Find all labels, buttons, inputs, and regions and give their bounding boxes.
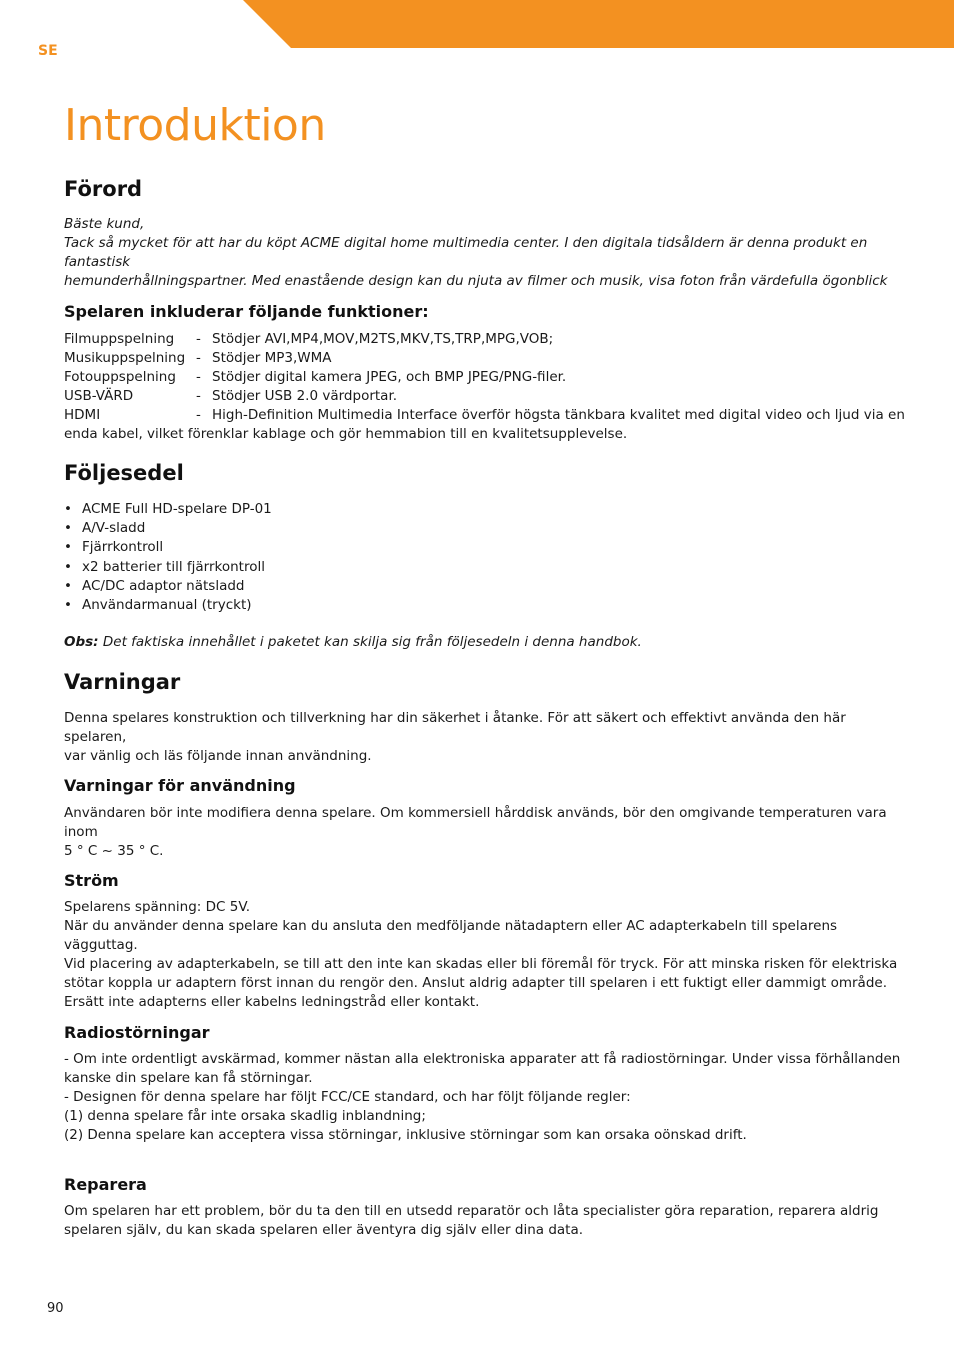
feature-row	[64, 330, 914, 349]
feature-continuation: enda kabel, vilket förenklar kablage och gör hemmabion till en kvalitetsupplevelse.	[64, 426, 628, 442]
text-line: (1) denna spelare får inte orsaka skadlig inblandning;	[64, 1108, 426, 1124]
feature-desc: Stödjer USB 2.0 värdportar.	[212, 388, 398, 404]
power-text	[64, 898, 909, 1012]
page-number: 90	[47, 1301, 64, 1316]
list-item-text: Användarmanual (tryckt)	[82, 597, 252, 614]
text-line: 5 ° C ~ 35 ° C.	[64, 843, 164, 859]
text-line: - Om inte ordentligt avskärmad, kommer nästan alla elektroniska apparater att få radiostörningar. Under vissa förhållanden	[64, 1051, 901, 1067]
text-line: Vid placering av adapterkabeln, se till att den inte kan skadas eller bli föremål för tryck. För att minska risken för elektriska	[64, 956, 898, 972]
forord-line: hemunderhållningspartner. Med enastående design kan du njuta av filmer och musik, visa foton från värdefulla ögonblick	[64, 273, 888, 289]
feature-dash: -	[196, 350, 201, 366]
usage-text	[64, 804, 909, 861]
text-line: När du använder denna spelare kan du ansluta den medföljande nätadaptern eller AC adapterkabeln till spelarens vägguttag.	[64, 918, 838, 953]
bullet: •	[64, 520, 72, 537]
radio-text	[64, 1050, 909, 1145]
forord-line: Tack så mycket för att har du köpt ACME digital home multimedia center. I den digitala tidsåldern är denna produkt en fantastisk	[64, 235, 868, 270]
feature-name: Fotouppspelning	[64, 369, 176, 385]
feature-dash: -	[196, 369, 201, 385]
list-item	[64, 558, 272, 577]
feature-name: HDMI	[64, 407, 101, 423]
list-item-text: x2 batterier till fjärrkontroll	[82, 558, 265, 575]
heading-packing: Följesedel	[64, 461, 184, 485]
packing-note	[64, 634, 642, 650]
language-code: SE	[38, 43, 58, 59]
heading-power: Ström	[64, 871, 119, 890]
text-line: Spelarens spänning: DC 5V.	[64, 899, 251, 915]
header-banner	[243, 0, 954, 48]
text-line: Användaren bör inte modifiera denna spelare. Om kommersiell hårddisk används, bör den omgivande temperaturen vara inom	[64, 805, 887, 840]
feature-dash: -	[196, 407, 201, 423]
heading-repair: Reparera	[64, 1175, 147, 1194]
forord-text	[64, 215, 909, 291]
text-line: (2) Denna spelare kan acceptera vissa störningar, inklusive störningar som kan orsaka oönskad drift.	[64, 1127, 747, 1143]
bullet: •	[64, 501, 72, 517]
bullet: •	[64, 577, 72, 594]
list-item	[64, 519, 272, 538]
list-item-text: ACME Full HD-spelare DP-01	[82, 501, 272, 517]
heading-forord: Förord	[64, 177, 143, 201]
feature-desc: Stödjer AVI,MP4,MOV,M2TS,MKV,TS,TRP,MPG,VOB;	[212, 331, 554, 347]
heading-radio: Radiostörningar	[64, 1023, 210, 1042]
feature-name: USB-VÄRD	[64, 388, 134, 404]
feature-row	[64, 349, 914, 368]
repair-text	[64, 1202, 909, 1240]
text-line: - Designen för denna spelare har följt FCC/CE standard, och har följt följande regler:	[64, 1089, 631, 1105]
packing-list	[64, 500, 272, 615]
note-text: Det faktiska innehållet i paketet kan skilja sig från följesedeln i denna handbok.	[98, 634, 642, 650]
heading-features: Spelaren inkluderar följande funktioner:	[64, 302, 429, 321]
note-label: Obs:	[64, 634, 99, 650]
text-line: kanske din spelare kan få störningar.	[64, 1070, 313, 1086]
text-line: stötar koppla ur adaptern först innan du rengör den. Anslut aldrig adapter till spelaren i ett fuktigt eller dammigt område.	[64, 975, 887, 991]
feature-desc: Stödjer MP3,WMA	[212, 350, 332, 366]
list-item	[64, 538, 272, 557]
list-item-text: A/V-sladd	[82, 520, 146, 537]
text-line: Om spelaren har ett problem, bör du ta den till en utsedd reparatör och låta specialister göra reparation, reparera aldrig	[64, 1203, 879, 1219]
feature-desc: Stödjer digital kamera JPEG, och BMP JPEG/PNG-filer.	[212, 369, 567, 385]
feature-desc: High-Definition Multimedia Interface överför högsta tänkbara kvalitet med digital video och ljud via en	[212, 407, 905, 423]
bullet: •	[64, 558, 72, 575]
page-title: Introduktion	[64, 100, 326, 151]
list-item	[64, 500, 272, 519]
warnings-intro	[64, 709, 909, 766]
list-item	[64, 577, 272, 596]
heading-usage: Varningar för användning	[64, 776, 296, 795]
forord-line: Bäste kund,	[64, 216, 145, 232]
feature-name: Musikuppspelning	[64, 350, 186, 366]
text-line: Denna spelares konstruktion och tillverkning har din säkerhet i åtanke. För att säkert och effektivt använda den här spelaren,	[64, 710, 846, 745]
heading-warnings: Varningar	[64, 670, 181, 694]
text-line: var vänlig och läs följande innan användning.	[64, 748, 372, 764]
bullet: •	[64, 539, 72, 556]
feature-list	[64, 330, 914, 444]
text-line: spelaren själv, du kan skada spelaren eller äventyra dig själv eller dina data.	[64, 1222, 584, 1238]
feature-row	[64, 368, 914, 387]
feature-name: Filmuppspelning	[64, 331, 175, 347]
feature-row	[64, 406, 914, 425]
feature-dash: -	[196, 388, 201, 404]
text-line: Ersätt inte adapterns eller kabelns ledningstråd eller kontakt.	[64, 994, 480, 1010]
list-item-text: AC/DC adaptor nätsladd	[82, 577, 245, 594]
list-item-text: Fjärrkontroll	[82, 539, 164, 556]
feature-dash: -	[196, 331, 201, 347]
bullet: •	[64, 597, 72, 614]
list-item	[64, 596, 272, 615]
feature-row	[64, 387, 914, 406]
